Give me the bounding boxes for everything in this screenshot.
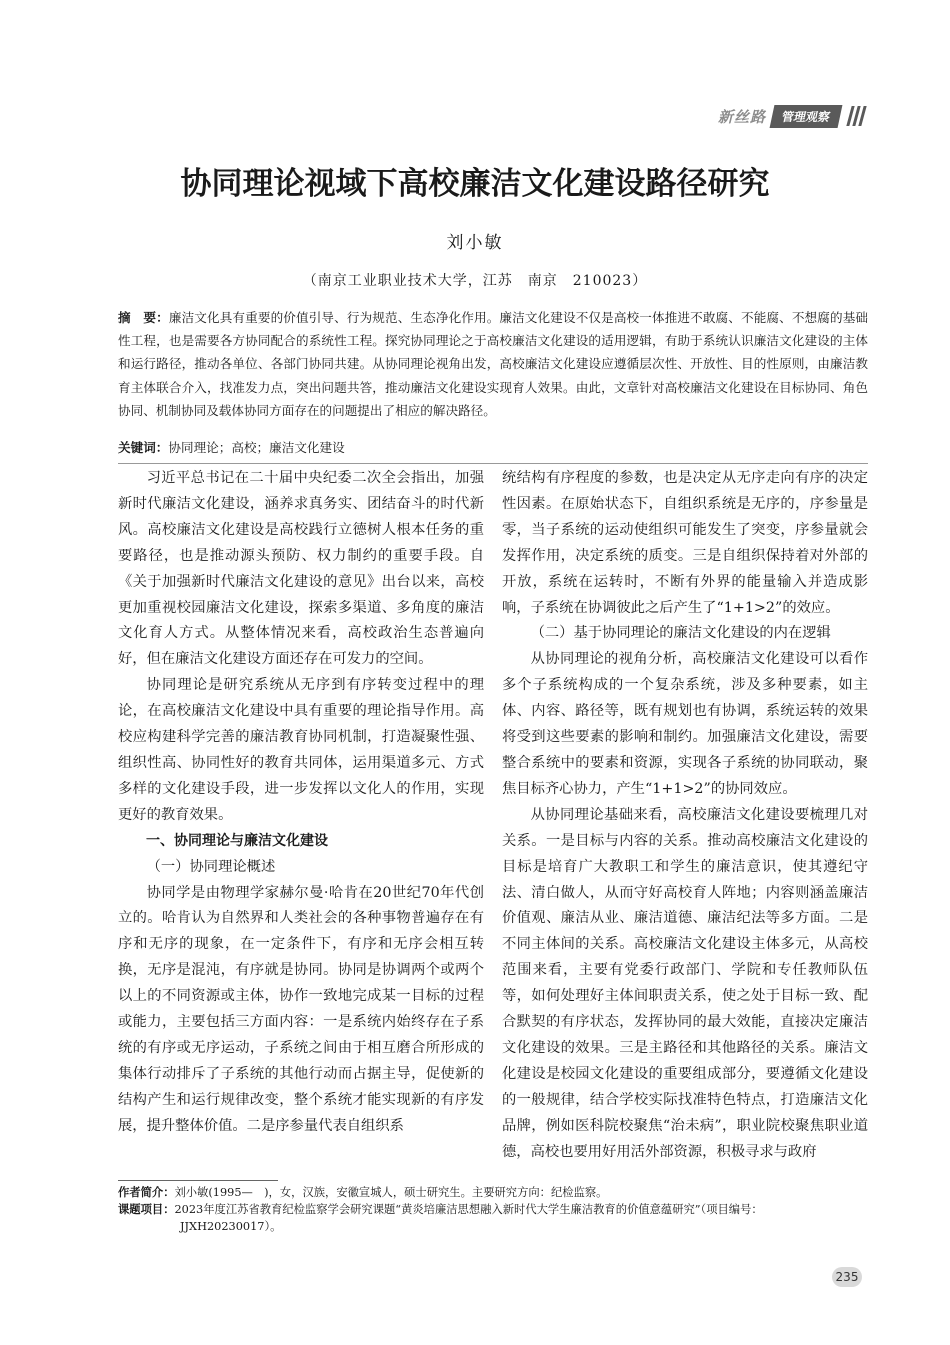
paragraph: 从协同理论基础来看，高校廉洁文化建设要梳理几对关系。一是目标与内容的关系。推动高校廉洁文化建设的目标是培育广大教职工和学生的廉洁意识，使其遵纪守法、清白做人，从而守好高校育人阵地；内容则涵盖廉洁价值观、廉洁从业、廉洁道德、廉洁纪法等多方面。二是不同主体间的关系。高校廉洁文化建设主体多元，从高校范围来看，主要有党委行政部门、学院和专任教师队伍等，如何处理好主体间职责关系，使之处于目标一致、配合默契的有序状态，发挥协同的最大效能，直接决定廉洁文化建设的效果。三是主路径和其他路径的关系。廉洁文化建设是校园文化建设的重要组成部分，要遵循文化建设的一般规律，结合学校实际找准特色特点，打造廉洁文化品牌，例如医科院校聚焦“治未病”，职业院校聚焦职业道德，高校也要用好用活外部资源，积极寻求与政府 [502,806,868,1160]
keywords-label: 关键词： [118,440,169,455]
page-number: 235 [832,1267,862,1287]
author-affiliation: （南京工业职业技术大学，江苏 南京 210023） [302,273,648,289]
author-bio [118,1184,868,1201]
divider [118,463,868,464]
journal-header-badge [718,105,864,127]
abstract-text: 廉洁文化具有重要的价值引导、行为规范、生态净化作用。廉洁文化建设不仅是高校一体推进不敢腐、不能腐、不想腐的基础性工程，也是需要各方协同配合的系统性工程。探究协同理论之于高校廉洁文化建设的适用逻辑，有助于系统认识廉洁文化建设的主体和运行路径，推动各单位、各部门协同共建。从协同理论视角出发，高校廉洁文化建设应遵循层次性、开放性、目的性原则，由廉洁教育主体联合介入，找准发力点，突出问题共答，推动廉洁文化建设实现育人效果。由此，文章针对高校廉洁文化建设在目标协同、角色协同、机制协同及载体协同方面存在的问题提出了相应的解决路径。 [118,310,869,418]
paragraph: 协同学是由物理学家赫尔曼·哈肯在20世纪70年代创立的。哈肯认为自然界和人类社会的各种事物普遍存在有序和无序的现象，在一定条件下，有序和无序会相互转换，无序是混沌，有序就是协同。协同是协调两个或两个以上的不同资源或主体，协作一致地完成某一目标的过程或能力，主要包括三方面内容：一是系统内始终存在子系统的有序或无序运动，子系统之间由于相互磨合所形成的集体行动排斥了子系统的其他行动而占据主导，促使新的结构产生和运行规律改变，整个系统才能实现新的有序发展，提升整体价值。二是序参量代表自组织系 [118,884,484,1134]
author-name: 刘小敏 [446,233,504,253]
paragraph: 统结构有序程度的参数，也是决定从无序走向有序的决定性因素。在原始状态下，自组织系统是无序的，序参量是零，当子系统的运动使组织可能发生了突变，序参量就会发挥作用，决定系统的质变。三是自组织保持着对外部的开放，系统在运转时，不断有外界的能量输入并造成影响，子系统在协调彼此之后产生了“1+1>2”的效应。 [502,470,868,616]
section-label: 管理观察 [770,105,843,128]
journal-brand: 新丝路 [717,107,766,126]
project-code: JJXH20230017）。 [180,1220,282,1233]
subsection-heading: （一）协同理论概述 [146,858,276,875]
abstract [118,306,868,422]
project-info [118,1201,868,1218]
abstract-label: 摘 要： [118,310,169,325]
footnote-divider [118,1180,278,1181]
author-bio-label: 作者简介： [118,1186,175,1199]
decorative-bars-icon [846,106,864,126]
column-left [118,466,484,1140]
keywords-text: 协同理论；高校；廉洁文化建设 [168,440,345,455]
author-bio-text: 刘小敏(1995— )，女，汉族，安徽宣城人，硕士研究生。主要研究方向：纪检监察。 [174,1186,608,1199]
paragraph: 习近平总书记在二十届中央纪委二次全会指出，加强新时代廉洁文化建设，涵养求真务实、团结奋斗的时代新风。高校廉洁文化建设是高校践行立德树人根本任务的重要路径，也是推动源头预防、权力制约的重要手段。自《关于加强新时代廉洁文化建设的意见》出台以来，高校更加重视校园廉洁文化建设，探索多渠道、多角度的廉洁文化育人方式。从整体情况来看，高校政治生态普遍向好，但在廉洁文化建设方面还存在可发力的空间。 [118,470,484,668]
footnotes [118,1184,868,1235]
column-right [502,466,868,1165]
paragraph: 协同理论是研究系统从无序到有序转变过程中的理论，在高校廉洁文化建设中具有重要的理论指导作用。高校应构建科学完善的廉洁教育协同机制，打造凝聚性强、组织性高、协同性好的教育共同体，运用渠道多元、方式多样的文化建设手段，进一步发挥以文化人的作用，实现更好的教育效果。 [118,677,484,823]
paragraph: 从协同理论的视角分析，高校廉洁文化建设可以看作多个子系统构成的一个复杂系统，涉及多种要素，如主体、内容、路径等，既有规划也有协调，系统运转的效果将受到这些要素的影响和制约。加强廉洁文化建设，需要整合系统中的要素和资源，实现各子系统的协同联动，聚焦目标齐心协力，产生“1+1>2”的协同效应。 [502,651,868,797]
project-label: 课题项目： [118,1203,175,1216]
section-heading: 一、协同理论与廉洁文化建设 [146,832,328,849]
keywords [118,437,868,459]
project-text: 2023年度江苏省教育纪检监察学会研究课题“黄炎培廉洁思想融入新时代大学生廉洁教育的价值意蕴研究”（项目编号： [174,1203,763,1216]
article-title: 协同理论视域下高校廉洁文化建设路径研究 [180,166,770,202]
subsection-heading: （二）基于协同理论的廉洁文化建设的内在逻辑 [530,625,831,642]
